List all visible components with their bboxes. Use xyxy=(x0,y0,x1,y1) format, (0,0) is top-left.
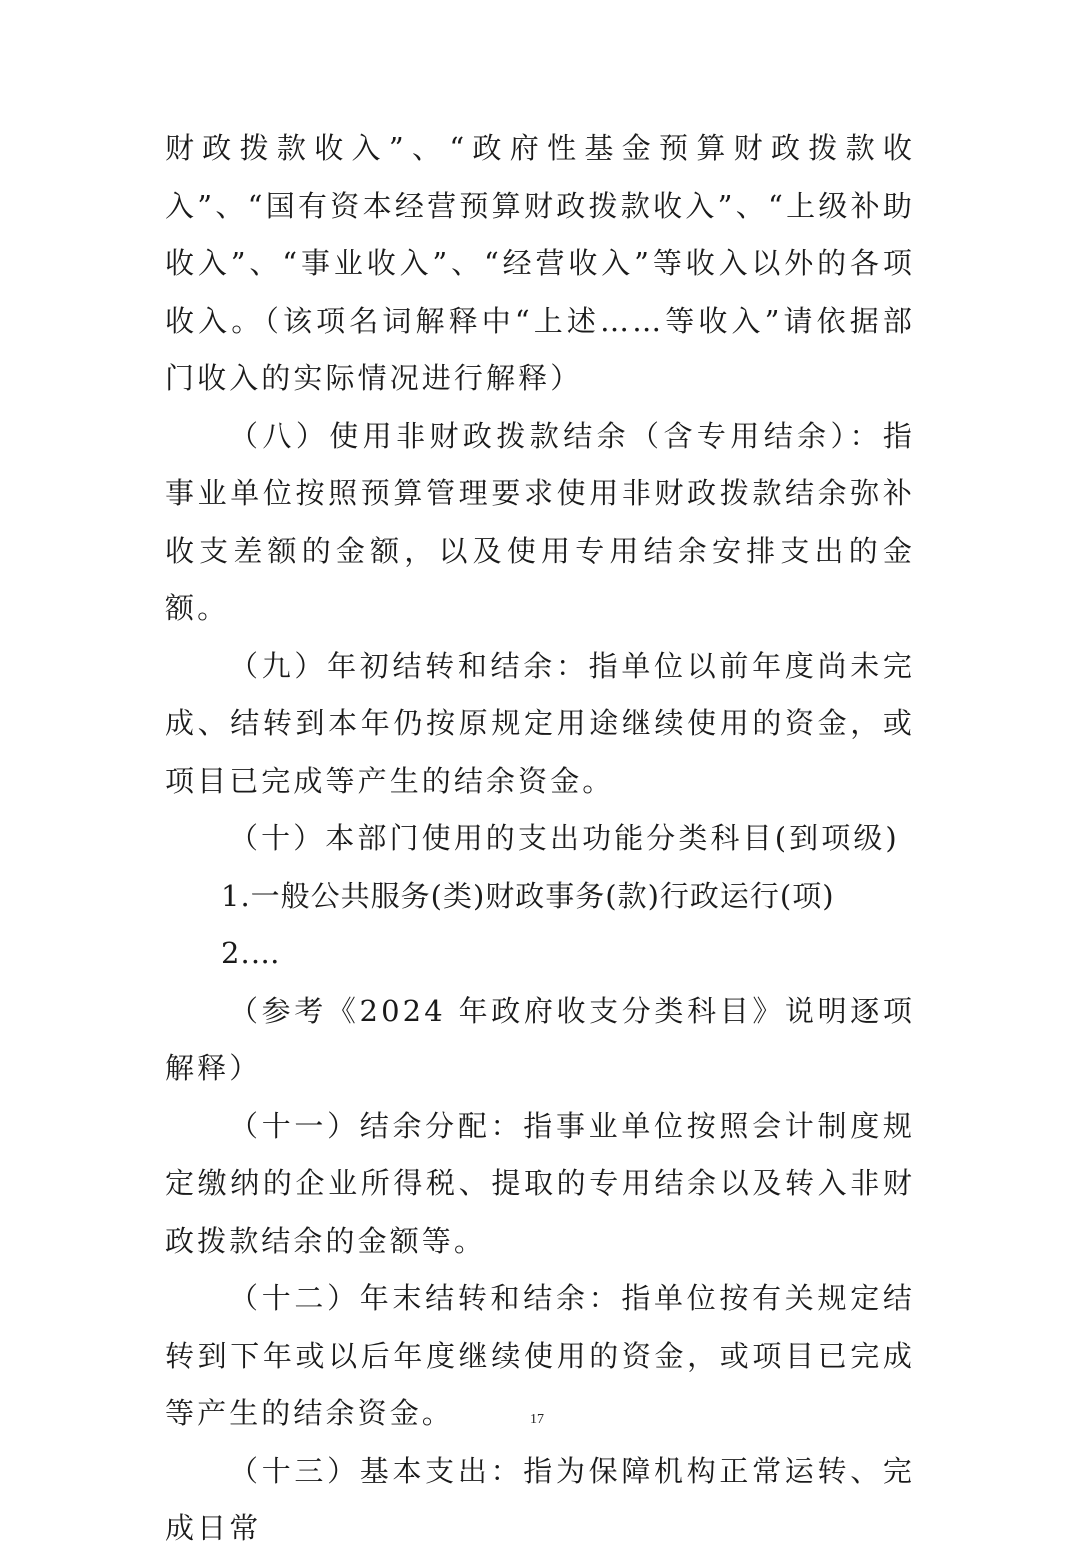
document-body xyxy=(165,120,915,1558)
paragraph-item-9: （九）年初结转和结余：指单位以前年度尚未完成、结转到本年仍按原规定用途继续使用的资金，或项目已完成等产生的结余资金。 xyxy=(165,648,915,798)
paragraph-item-13: （十三）基本支出：指为保障机构正常运转、完成日常 xyxy=(165,1453,915,1545)
page-number: 17 xyxy=(530,1412,544,1427)
paragraph-item-10: （十）本部门使用的支出功能分类科目(到项级) xyxy=(229,821,900,855)
paragraph-item-11: （十一）结余分配：指事业单位按照会计制度规定缴纳的企业所得税、提取的专用结余以及转入非财政拨款结余的金额等。 xyxy=(165,1108,915,1258)
list-item-2: 2.… xyxy=(221,936,281,970)
reference-note: （参考《2024 年政府收支分类科目》说明逐项解释） xyxy=(165,993,915,1085)
paragraph-item-8: （八）使用非财政拨款结余（含专用结余）：指事业单位按照预算管理要求使用非财政拨款结余弥补收支差额的金额，以及使用专用结余安排支出的金额。 xyxy=(165,418,915,625)
paragraph-item-12: （十二）年末结转和结余：指单位按有关规定结转到下年或以后年度继续使用的资金，或项目已完成等产生的结余资金。 xyxy=(165,1281,915,1430)
paragraph-other-income-continued: 财政拨款收入”、“政府性基金预算财政拨款收入”、“国有资本经营预算财政拨款收入”、“上级补助收入”、“事业收入”、“经营收入”等收入以外的各项收入。（该项名词解释中“上述……等收入”请依据部门收入的实际情况进行解释） xyxy=(165,131,915,395)
list-item-1: 1.一般公共服务(类)财政事务(款)行政运行(项) xyxy=(221,878,835,913)
